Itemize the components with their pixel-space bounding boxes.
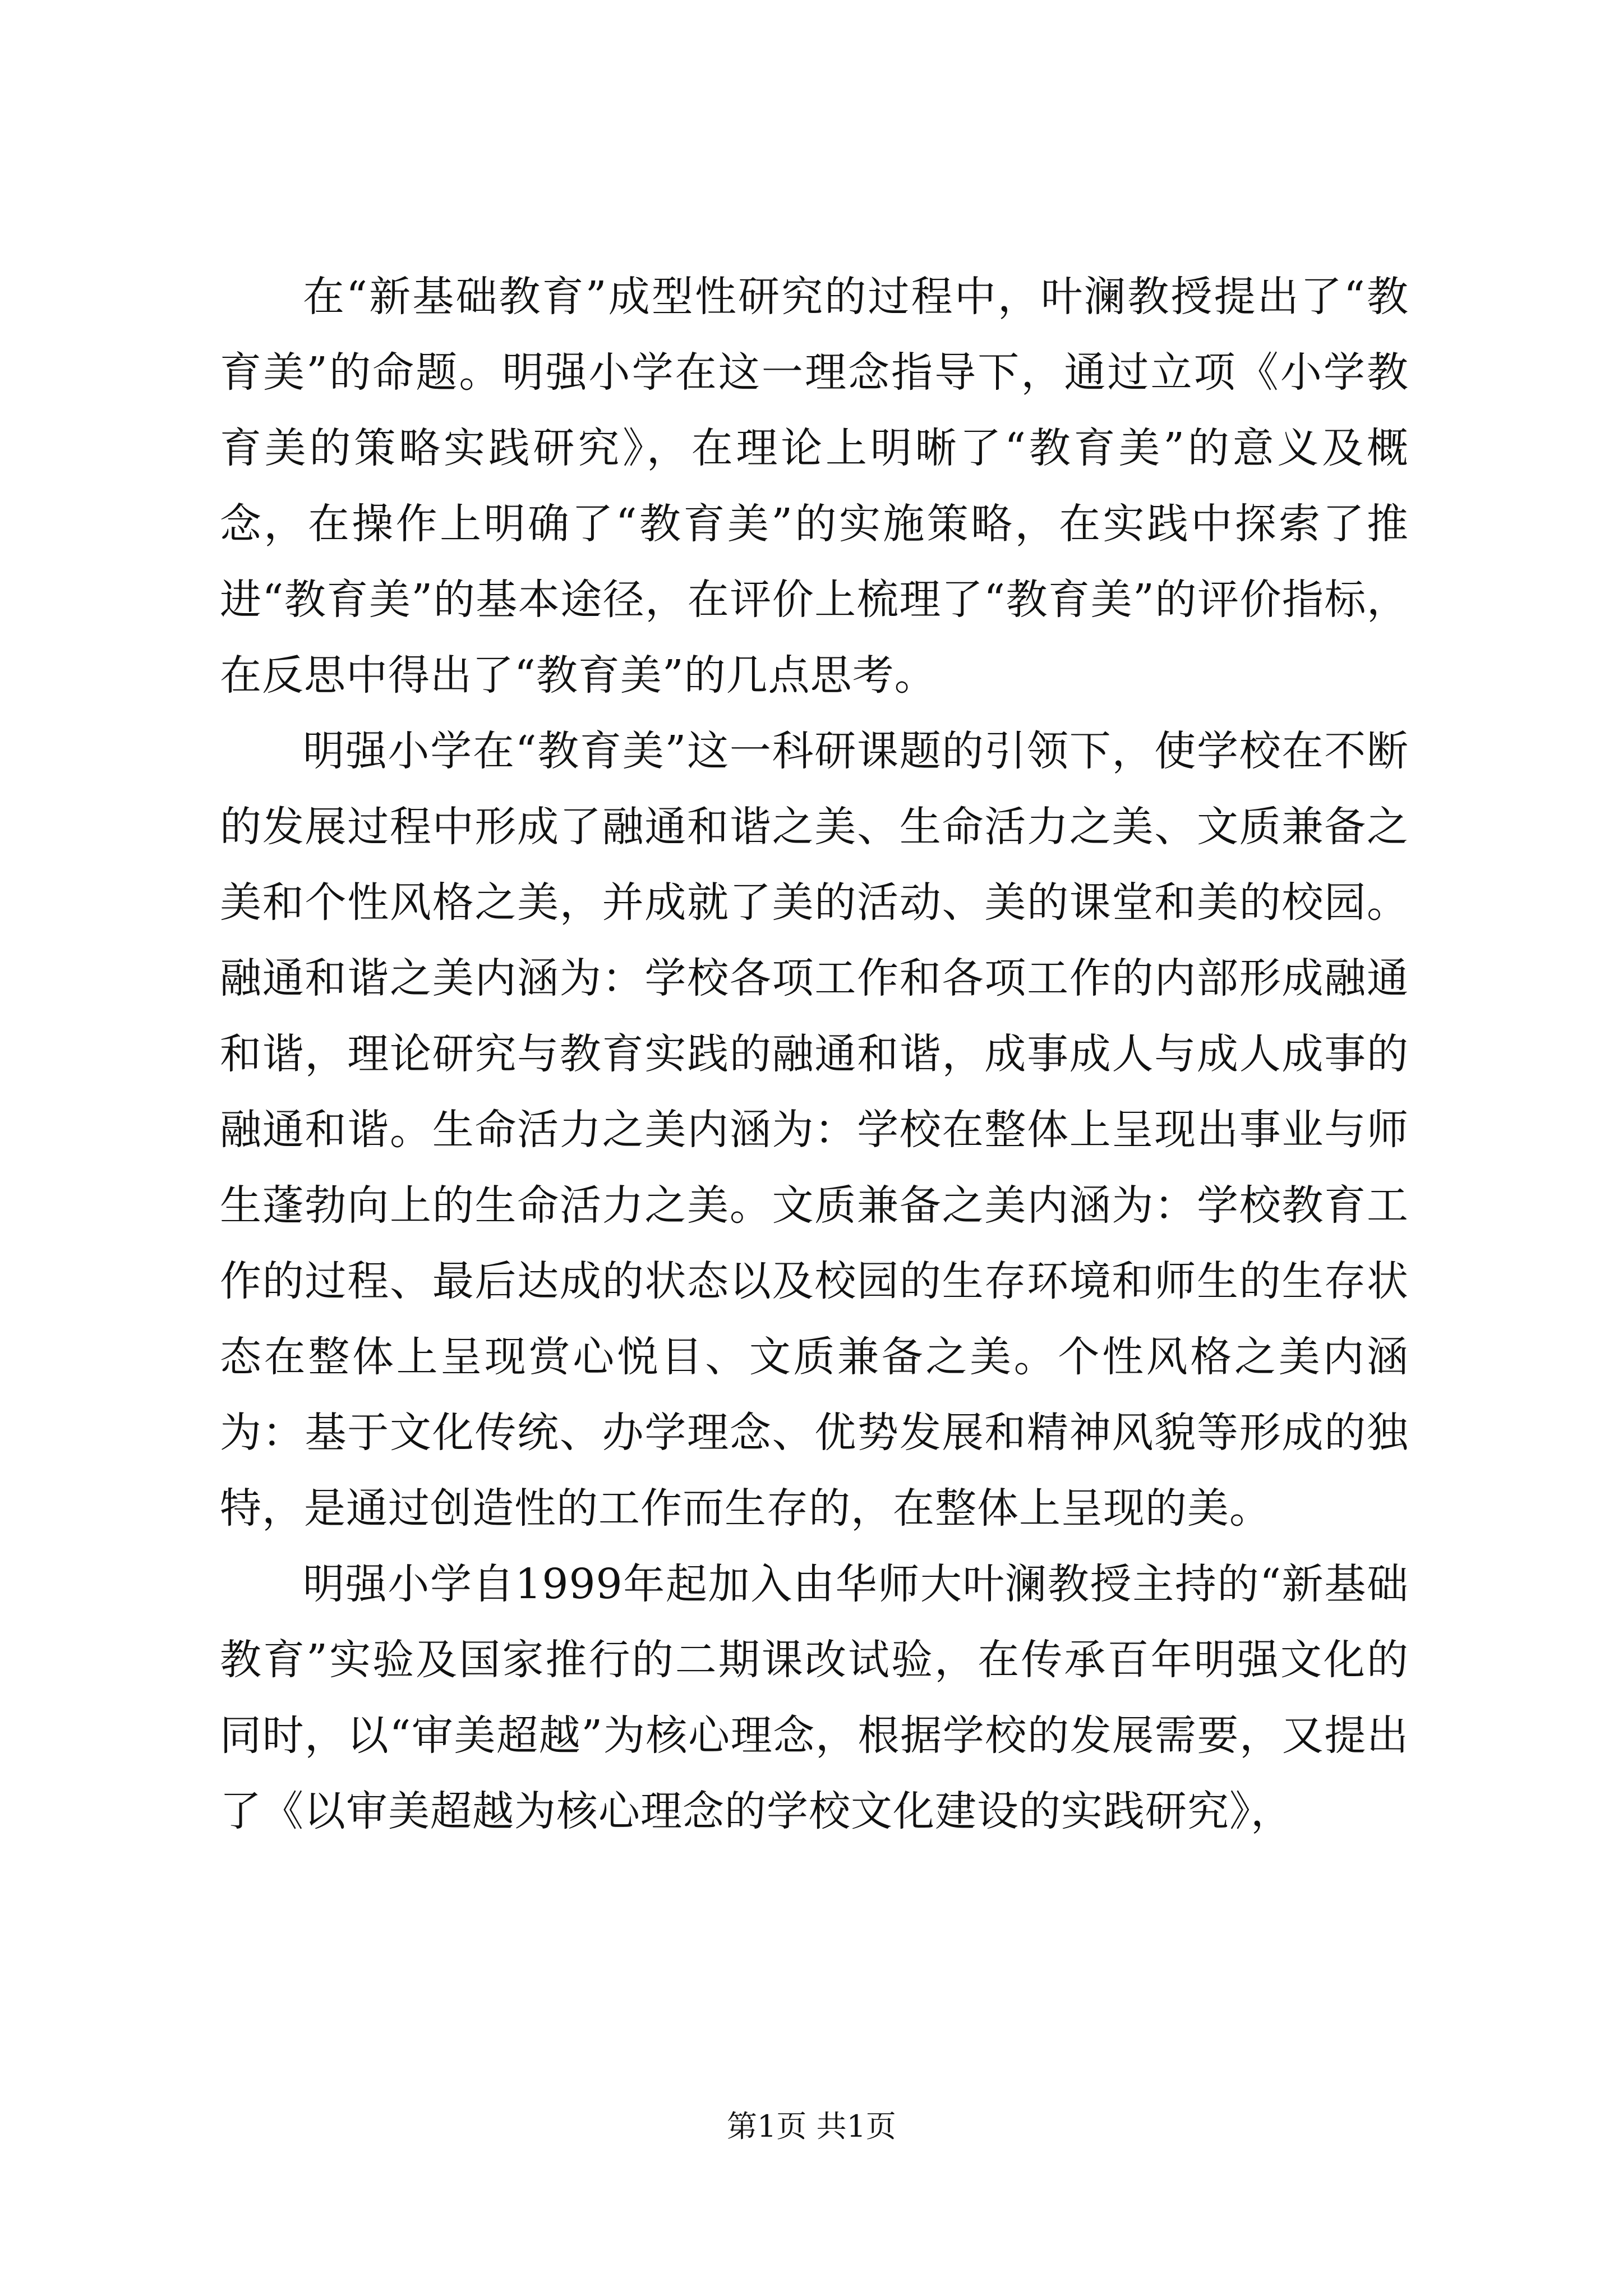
paragraph-1: 在“新基础教育”成型性研究的过程中，叶澜教授提出了“教育美”的命题。明强小学在这一理念指导下，通过立项《小学教育美的策略实践研究》，在理论上明晰了“教育美”的意义及概念，在操作上明确了“教育美”的实施策略，在实践中探索了推进“教育美”的基本途径，在评价上梳理了“教育美”的评价指标，在反思中得出了“教育美”的几点思考。 bbox=[220, 273, 1409, 700]
paragraph-3: 明强小学自1999年起加入由华师大叶澜教授主持的“新基础教育”实验及国家推行的二期课改试验，在传承百年明强文化的同时，以“审美超越”为核心理念，根据学校的发展需要，又提出了《以审美超越为核心理念的学校文化建设的实践研究》， bbox=[220, 1560, 1409, 1835]
paragraph-2: 明强小学在“教育美”这一科研课题的引领下，使学校在不断的发展过程中形成了融通和谐之美、生命活力之美、文质兼备之美和个性风格之美，并成就了美的活动、美的课堂和美的校园。融通和谐之美内涵为：学校各项工作和各项工作的内部形成融通和谐，理论研究与教育实践的融通和谐，成事成人与成人成事的融通和谐。生命活力之美内涵为：学校在整体上呈现出事业与师生蓬勃向上的生命活力之美。文质兼备之美内涵为：学校教育工作的过程、最后达成的状态以及校园的生存环境和师生的生存状态在整体上呈现赏心悦目、文质兼备之美。个性风格之美内涵为：基于文化传统、办学理念、优势发展和精神风貌等形成的独特，是通过创造性的工作而生存的，在整体上呈现的美。 bbox=[220, 727, 1409, 1533]
page-footer: 第1页 共1页 bbox=[727, 2109, 896, 2144]
document-body bbox=[220, 259, 1409, 1849]
